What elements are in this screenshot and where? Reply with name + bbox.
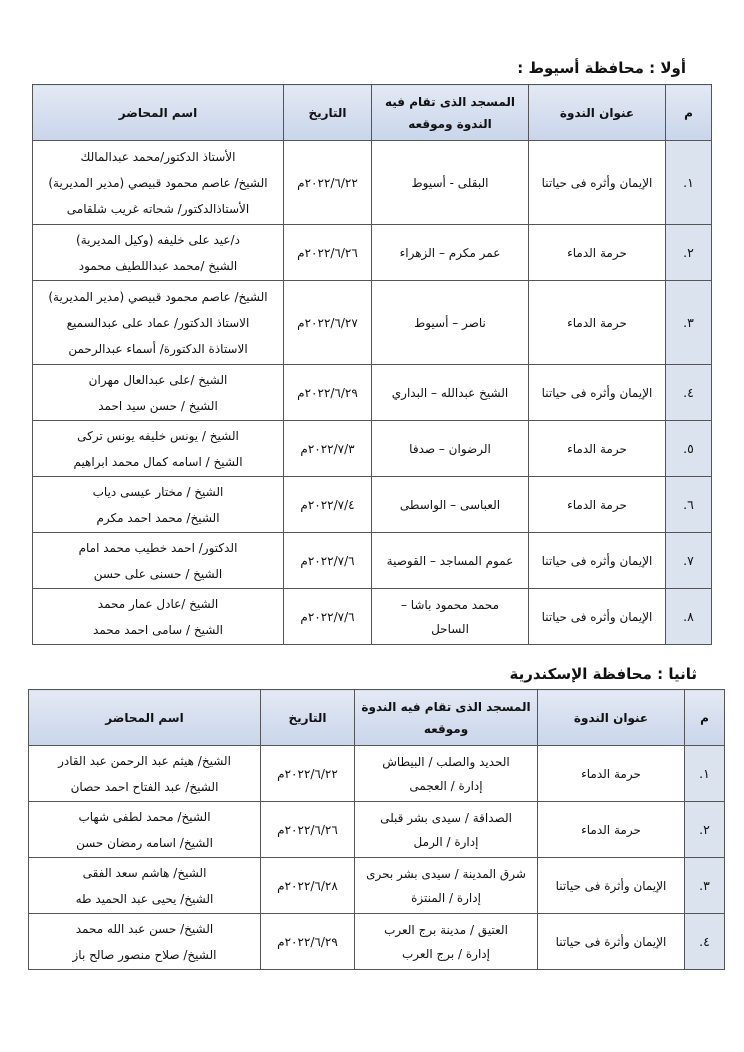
row-number: ٣. xyxy=(685,858,725,914)
lecturer-name: الشيخ /على عبدالعال مهران xyxy=(88,372,228,387)
table-row xyxy=(33,533,712,589)
row-number: ٨. xyxy=(666,589,712,645)
table-row xyxy=(29,914,725,970)
header-lecturer: اسم المحاضر xyxy=(29,690,261,746)
seminar-date: ٢٠٢٢/٦/٢٨م xyxy=(261,858,355,914)
seminar-topic: الإيمان وأثرة فى حياتنا xyxy=(538,914,685,970)
lecturer-name: الاستاذة الدكتورة/ أسماء عبدالرحمن xyxy=(68,341,248,356)
seminar-topic: حرمة الدماء xyxy=(538,802,685,858)
row-number: ٥. xyxy=(666,421,712,477)
lecturer-names xyxy=(29,746,261,802)
header-num: م xyxy=(685,690,725,746)
lecturer-name: الشيخ/ حسن عبد الله محمد xyxy=(75,921,214,936)
seminar-date: ٢٠٢٢/٧/٣م xyxy=(284,421,372,477)
header-mosque-line2: الندوة وموقعه xyxy=(408,116,492,131)
lecturer-name: الشيخ/ هيثم عبد الرحمن عبد القادر xyxy=(58,753,231,768)
lecturer-name: الشيخ / حسنى على حسن xyxy=(93,566,223,581)
header-mosque xyxy=(355,690,538,746)
lecturer-name: الاستاذ الدكتور/ عماد على عبدالسميع xyxy=(66,315,250,330)
mosque-line: إدارة / العجمى xyxy=(409,778,483,793)
header-mosque-line1: المسجد الذى تقام فيه الندوة xyxy=(361,699,531,714)
mosque-line: الشيخ عبدالله – البداري xyxy=(391,385,509,400)
table-row xyxy=(33,421,712,477)
mosque-location xyxy=(372,141,529,225)
table-row xyxy=(29,802,725,858)
lecturer-name: الأستاذ الدكتور/محمد عبدالمالك xyxy=(80,149,236,164)
lecturer-name: الشيخ / اسامه كمال محمد ابراهيم xyxy=(73,454,243,469)
lecturer-name: الشيخ/ محمد لطفى شهاب xyxy=(78,809,211,824)
seminar-topic: الإيمان وأثره فى حياتنا xyxy=(529,589,666,645)
table-row xyxy=(33,225,712,281)
mosque-location xyxy=(355,914,538,970)
assiut-seminars-table xyxy=(32,84,712,645)
lecturer-names xyxy=(29,802,261,858)
lecturer-names xyxy=(33,225,284,281)
mosque-location xyxy=(372,477,529,533)
section-2-title: ثانيا : محافظة الإسكندرية xyxy=(509,665,697,683)
lecturer-names xyxy=(33,421,284,477)
table-row xyxy=(33,589,712,645)
table-header-row xyxy=(33,85,712,141)
mosque-line: إدارة / برج العرب xyxy=(402,946,490,961)
lecturer-name: الشيخ/ محمد احمد مكرم xyxy=(96,510,220,525)
header-date: التاريخ xyxy=(261,690,355,746)
seminar-date: ٢٠٢٢/٦/٢٩م xyxy=(284,365,372,421)
seminar-date: ٢٠٢٢/٦/٢٧م xyxy=(284,281,372,365)
row-number: ٤. xyxy=(685,914,725,970)
lecturer-name: الأستاذالدكتور/ شحاته غريب شلقامى xyxy=(66,201,250,216)
seminar-date: ٢٠٢٢/٧/٤م xyxy=(284,477,372,533)
mosque-line: العتيق / مدينة برج العرب xyxy=(384,922,508,937)
header-date: التاريخ xyxy=(284,85,372,141)
lecturer-name: الشيخ/ هاشم سعد الفقى xyxy=(82,865,207,880)
mosque-line: إدارة / الرمل xyxy=(413,834,479,849)
mosque-line: شرق المدينة / سيدى بشر بحرى xyxy=(366,866,526,881)
lecturer-name: الشيخ/ عبد الفتاح احمد حصان xyxy=(70,779,219,794)
lecturer-names xyxy=(33,141,284,225)
lecturer-name: الشيخ / مختار عيسى دياب xyxy=(92,484,224,499)
lecturer-names xyxy=(29,914,261,970)
row-number: ١. xyxy=(685,746,725,802)
table-row xyxy=(29,746,725,802)
mosque-location xyxy=(355,858,538,914)
lecturer-name: الشيخ/ عاصم محمود قبيصي (مدير المديرية) xyxy=(48,175,268,190)
mosque-location xyxy=(355,802,538,858)
lecturer-name: الشيخ/ صلاح منصور صالح باز xyxy=(72,947,217,962)
mosque-line: محمد محمود باشا – xyxy=(400,597,500,612)
seminar-topic: الإيمان وأثره فى حياتنا xyxy=(529,141,666,225)
mosque-line: البقلى - أسيوط xyxy=(411,175,489,190)
mosque-location xyxy=(372,365,529,421)
seminar-date: ٢٠٢٢/٦/٢٦م xyxy=(261,802,355,858)
lecturer-name: الشيخ / يونس خليفه يونس تركى xyxy=(77,428,239,443)
lecturer-names xyxy=(33,281,284,365)
mosque-location xyxy=(355,746,538,802)
mosque-line: عموم المساجد – القوصية xyxy=(386,553,514,568)
table-row xyxy=(33,281,712,365)
row-number: ٧. xyxy=(666,533,712,589)
mosque-line: الصداقة / سيدى بشر قبلى xyxy=(380,810,512,825)
mosque-line: الساحل xyxy=(431,621,469,636)
lecturer-names xyxy=(33,589,284,645)
seminar-topic: الإيمان وأثرة فى حياتنا xyxy=(538,858,685,914)
header-lecturer: اسم المحاضر xyxy=(33,85,284,141)
lecturer-name: الشيخ/ عاصم محمود قبيصي (مدير المديرية) xyxy=(48,289,268,304)
seminar-date: ٢٠٢٢/٦/٢٢م xyxy=(284,141,372,225)
seminar-topic: الإيمان وأثره فى حياتنا xyxy=(529,365,666,421)
lecturer-name: الشيخ / سامى احمد محمد xyxy=(93,622,223,637)
header-num: م xyxy=(666,85,712,141)
lecturer-name: الدكتور/ احمد خطيب محمد امام xyxy=(78,540,238,555)
mosque-line: الرضوان – صدفا xyxy=(409,441,491,456)
seminar-date: ٢٠٢٢/٦/٢٩م xyxy=(261,914,355,970)
mosque-location xyxy=(372,589,529,645)
alexandria-seminars-table xyxy=(28,689,725,970)
lecturer-names xyxy=(33,477,284,533)
row-number: ١. xyxy=(666,141,712,225)
header-mosque-line1: المسجد الذى تقام فيه xyxy=(384,94,515,109)
header-topic: عنوان الندوة xyxy=(538,690,685,746)
lecturer-name: الشيخ / حسن سيد احمد xyxy=(98,398,218,413)
seminar-topic: حرمة الدماء xyxy=(538,746,685,802)
mosque-location xyxy=(372,533,529,589)
seminar-topic: حرمة الدماء xyxy=(529,225,666,281)
seminar-date: ٢٠٢٢/٦/٢٦م xyxy=(284,225,372,281)
seminar-topic: حرمة الدماء xyxy=(529,421,666,477)
table-row xyxy=(33,141,712,225)
lecturer-names xyxy=(33,533,284,589)
row-number: ٣. xyxy=(666,281,712,365)
row-number: ٢. xyxy=(685,802,725,858)
seminar-topic: حرمة الدماء xyxy=(529,281,666,365)
lecturer-names xyxy=(33,365,284,421)
lecturer-name: د/عيد على خليفه (وكيل المديرية) xyxy=(76,232,240,247)
row-number: ٦. xyxy=(666,477,712,533)
row-number: ٤. xyxy=(666,365,712,421)
seminar-date: ٢٠٢٢/٦/٢٢م xyxy=(261,746,355,802)
lecturer-name: الشيخ/ اسامه رمضان حسن xyxy=(76,835,213,850)
mosque-line: الحديد والصلب / البيطاش xyxy=(382,754,510,769)
mosque-location xyxy=(372,421,529,477)
table-header-row xyxy=(29,690,725,746)
section-1-title: أولا : محافظة أسيوط : xyxy=(517,59,686,77)
table-row xyxy=(33,365,712,421)
seminar-date: ٢٠٢٢/٧/٦م xyxy=(284,533,372,589)
lecturer-name: الشيخ /محمد عبداللطيف محمود xyxy=(78,258,238,273)
mosque-line: إدارة / المنتزة xyxy=(411,890,481,905)
seminar-date: ٢٠٢٢/٧/٦م xyxy=(284,589,372,645)
lecturer-name: الشيخ/ يحيى عبد الحميد طه xyxy=(75,891,214,906)
lecturer-name: الشيخ /عادل عمار محمد xyxy=(97,596,219,611)
lecturer-names xyxy=(29,858,261,914)
header-topic: عنوان الندوة xyxy=(529,85,666,141)
row-number: ٢. xyxy=(666,225,712,281)
table-row xyxy=(29,858,725,914)
mosque-location xyxy=(372,225,529,281)
mosque-line: ناصر – أسيوط xyxy=(414,315,486,330)
header-mosque-line2: وموقعه xyxy=(423,721,469,736)
mosque-line: العباسى – الواسطى xyxy=(399,497,501,512)
mosque-line: عمر مكرم – الزهراء xyxy=(399,245,501,260)
seminar-topic: الإيمان وأثره فى حياتنا xyxy=(529,533,666,589)
header-mosque xyxy=(372,85,529,141)
table-row xyxy=(33,477,712,533)
mosque-location xyxy=(372,281,529,365)
seminar-topic: حرمة الدماء xyxy=(529,477,666,533)
